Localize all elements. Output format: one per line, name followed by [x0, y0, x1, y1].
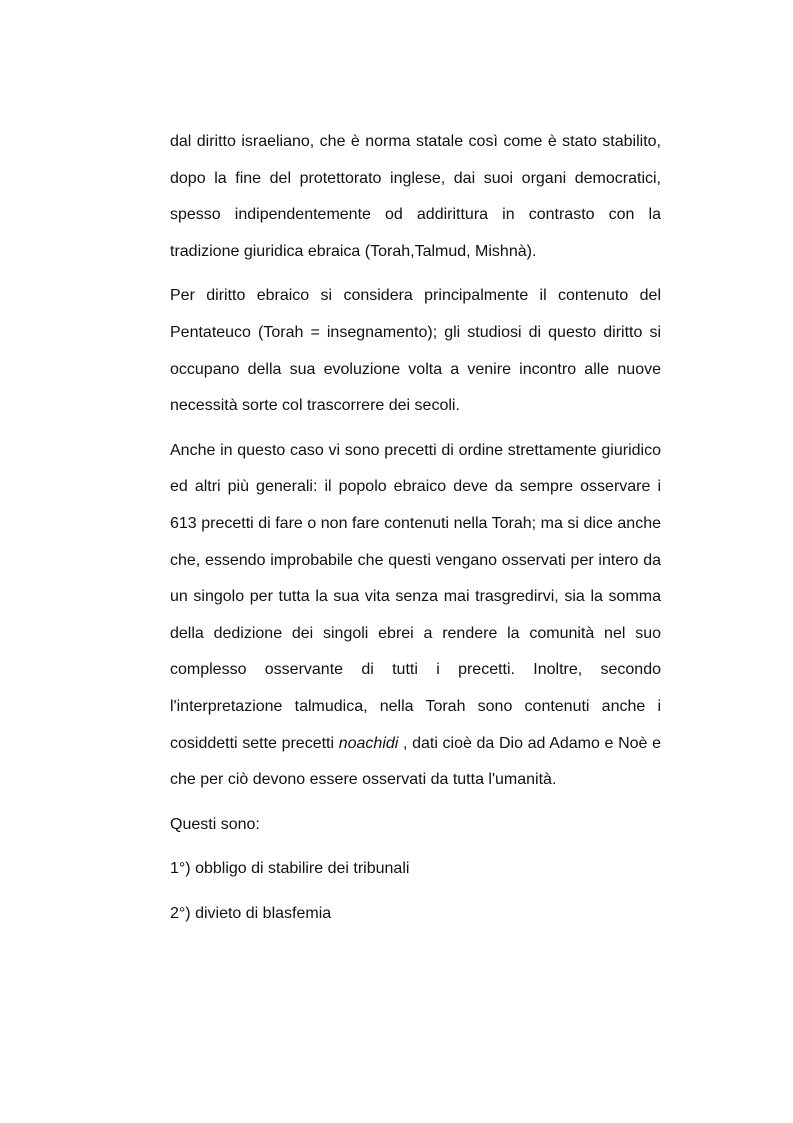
paragraph-precepts-text: Anche in questo caso vi sono precetti di ordine strettamente giuridico ed altri più generali: il popolo ebraico deve da sempre osservare i 613 precetti di fare o non fare contenuti nella Torah; ma si dice anche che, essendo improbabile che questi vengano osservati per intero da un singolo per tutta la sua vita senza mai trasgredirvi, sia la somma della dedizione dei singoli ebrei a rendere la comunità nel suo complesso osservante di tutti i precetti. Inoltre, secondo l'interpretazione talmudica, nella Torah sono contenuti anche i cosiddetti sette precetti	[170, 441, 661, 752]
list-intro: Questi sono:	[170, 815, 260, 833]
paragraph-precepts	[170, 433, 661, 799]
body-text	[170, 124, 661, 940]
list-item: 2°) divieto di blasfemia	[170, 904, 332, 922]
paragraph-precepts-text-end: , dati cioè da Dio ad Adamo e Noè e che per ciò devono essere osservati da tutta l'umanità.	[170, 734, 662, 789]
paragraph-israeli-law: dal diritto israeliano, che è norma statale così come è stato stabilito, dopo la fine del protettorato inglese, dai suoi organi democratici, spesso indipendentemente od addirittura in contrasto con la tradizione giuridica ebraica (Torah,Talmud, Mishnà).	[170, 133, 661, 260]
paragraph-hebrew-law: Per diritto ebraico si considera principalmente il contenuto del Pentateuco (Torah = insegnamento); gli studiosi di questo diritto si occupano della sua evoluzione volta a venire incontro alle nuove necessità sorte col trascorrere dei secoli.	[170, 287, 661, 415]
noachidi-term: noachidi	[338, 734, 399, 752]
list-item: 1°) obbligo di stabilire dei tribunali	[170, 860, 410, 878]
